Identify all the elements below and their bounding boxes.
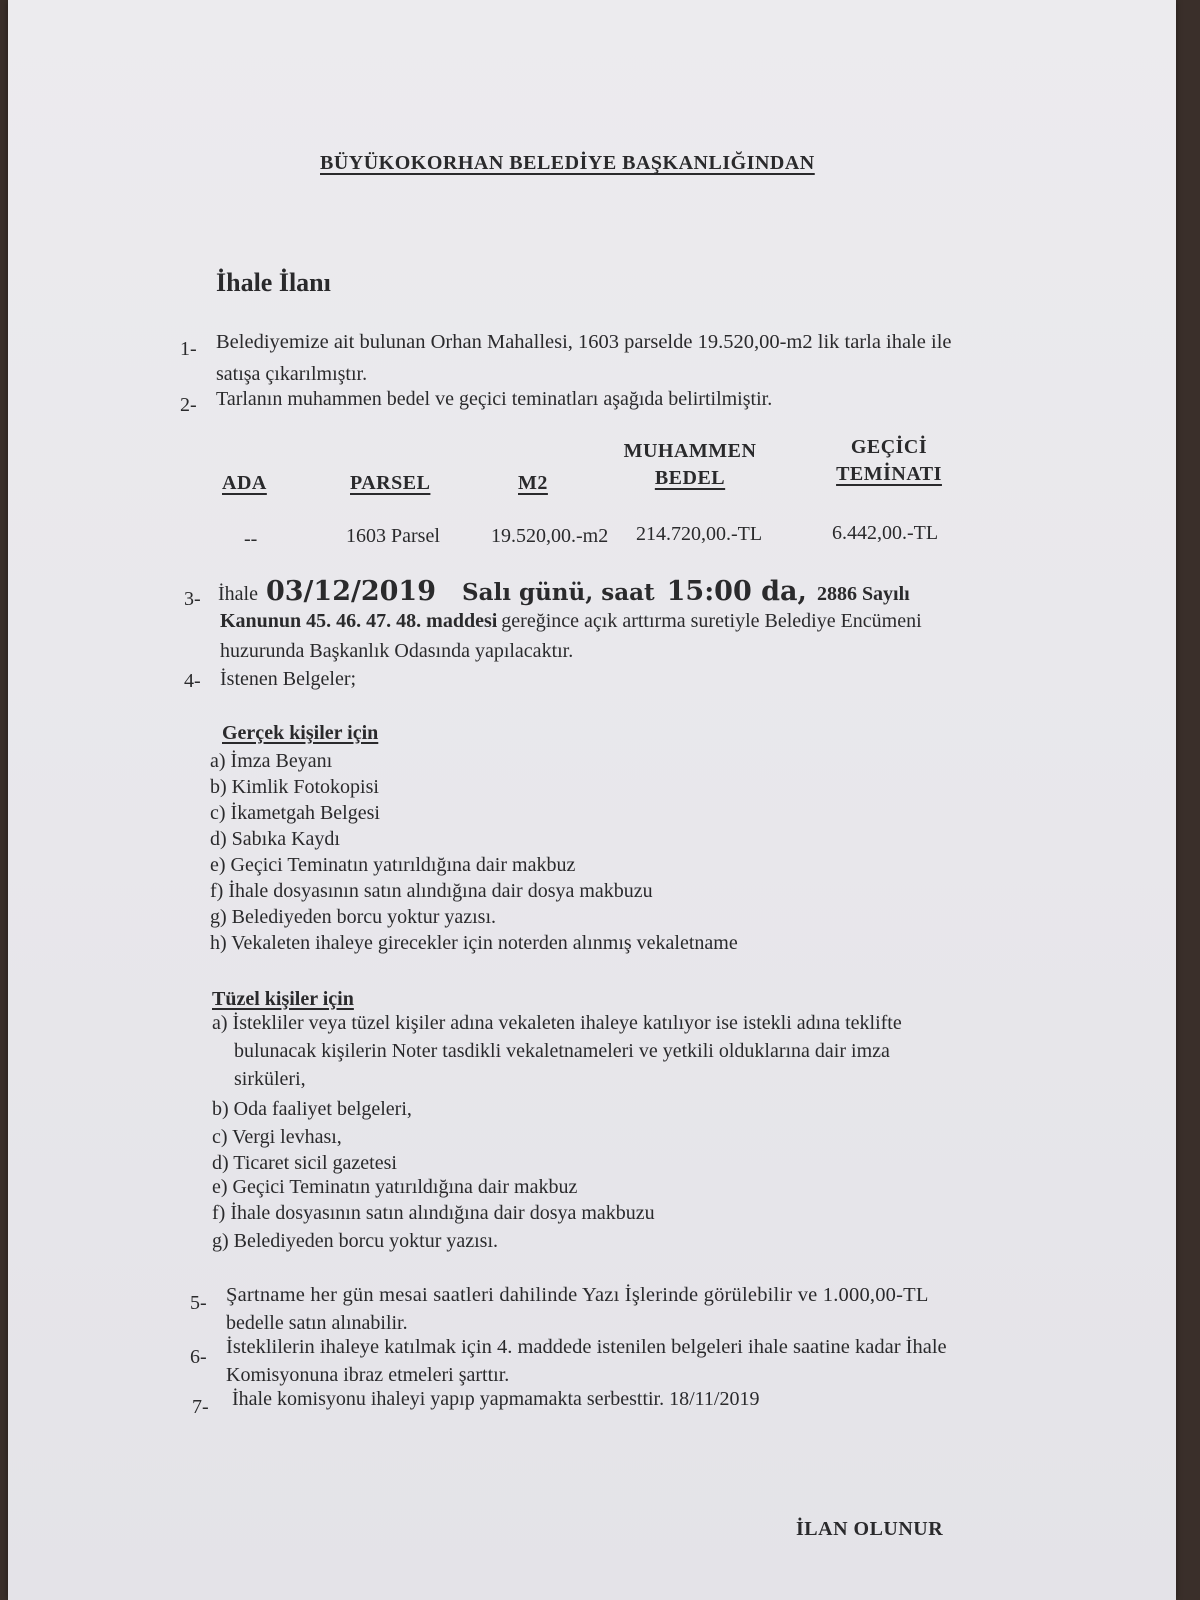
item-3-day: Salı günü, saat xyxy=(462,579,655,606)
item-3-time: 15:00 da, xyxy=(666,576,807,607)
gercek-item-g: g) Belediyeden borcu yoktur yazısı. xyxy=(210,906,497,928)
item-1-number: 1- xyxy=(180,338,197,360)
item-7-number: 7- xyxy=(192,1396,209,1418)
gercek-item-b: b) Kimlik Fotokopisi xyxy=(210,776,379,798)
item-2-number: 2- xyxy=(180,394,197,416)
document-page xyxy=(8,0,1176,1600)
item-6-line-1: İsteklilerin ihaleye katılmak için 4. maddede istenilen belgeleri ihale saatine kadar İhale xyxy=(226,1336,947,1358)
item-3-date: 03/12/2019 xyxy=(265,576,436,607)
item-3-line-3: huzurunda Başkanlık Odasında yapılacaktır. xyxy=(220,640,574,662)
gercek-item-c: c) İkametgah Belgesi xyxy=(210,802,380,824)
gercek-item-a: a) İmza Beyanı xyxy=(210,750,333,772)
item-5-number: 5- xyxy=(190,1292,207,1314)
table-header-bedel-top: MUHAMMEN xyxy=(623,440,757,462)
document-footer: İLAN OLUNUR xyxy=(796,1518,944,1540)
document-title: İhale İlanı xyxy=(216,268,331,297)
table-cell-m2: 19.520,00.-m2 xyxy=(491,525,609,547)
gercek-item-f: f) İhale dosyasının satın alındığına dair dosya makbuzu xyxy=(210,880,653,902)
tuzel-item-d: d) Ticaret sicil gazetesi xyxy=(212,1152,397,1174)
table-header-parsel-text: PARSEL xyxy=(350,472,431,494)
item-3-line-1 xyxy=(218,576,910,607)
gercek-item-e: e) Geçici Teminatın yatırıldığına dair makbuz xyxy=(210,854,576,876)
item-6-number: 6- xyxy=(190,1346,207,1368)
item-3-law-line: Kanunun 45. 46. 47. 48. maddesi xyxy=(220,610,498,632)
table-header-teminat-top: GEÇİCİ xyxy=(850,436,928,458)
table-header-teminat xyxy=(814,436,964,486)
item-3-line-2-rest: gereğince açık arttırma suretiyle Belediye Encümeni xyxy=(501,610,922,632)
tuzel-item-c: c) Vergi levhası, xyxy=(212,1126,342,1148)
gercek-item-d: d) Sabıka Kaydı xyxy=(210,828,340,850)
document-header: BÜYÜKOKORHAN BELEDİYE BAŞKANLIĞINDAN xyxy=(320,152,815,174)
item-3-number: 3- xyxy=(184,588,201,610)
item-7-line-1: İhale komisyonu ihaleyi yapıp yapmamakta serbesttir. 18/11/2019 xyxy=(232,1388,760,1410)
tuzel-item-e: e) Geçici Teminatın yatırıldığına dair makbuz xyxy=(212,1176,578,1198)
table-header-m2-text: M2 xyxy=(518,472,548,494)
tuzel-item-a-line-1: a) İstekliler veya tüzel kişiler adına vekaleten ihaleye katılıyor ise istekli adına teklifte xyxy=(212,1012,902,1034)
tuzel-item-g: g) Belediyeden borcu yoktur yazısı. xyxy=(212,1230,499,1252)
tuzel-kisiler-title: Tüzel kişiler için xyxy=(212,988,354,1010)
item-5-line-1: Şartname her gün mesai saatleri dahilinde Yazı İşlerinde görülebilir ve 1.000,00-TL xyxy=(226,1284,929,1306)
item-1-line-2: satışa çıkarılmıştır. xyxy=(216,363,368,385)
table-header-parsel xyxy=(350,472,430,495)
table-header-ada-text: ADA xyxy=(222,472,267,494)
item-5-line-2: bedelle satın alınabilir. xyxy=(226,1312,408,1334)
item-3-law-number: 2886 Sayılı xyxy=(816,583,910,605)
item-4-line-1: İstenen Belgeler; xyxy=(220,668,357,690)
item-3-line-2 xyxy=(220,610,922,633)
item-6-line-2: Komisyonuna ibraz etmeleri şarttır. xyxy=(226,1364,510,1386)
item-4-number: 4- xyxy=(184,670,201,692)
gercek-item-h: h) Vekaleten ihaleye girecekler için noterden alınmış vekaletname xyxy=(210,932,738,954)
item-3-ihale: İhale xyxy=(218,583,258,605)
item-2-line-1: Tarlanın muhammen bedel ve geçici teminatları aşağıda belirtilmiştir. xyxy=(216,388,773,410)
item-1-line-1: Belediyemize ait bulunan Orhan Mahallesi, 1603 parselde 19.520,00-m2 lik tarla ihale ile xyxy=(216,331,952,353)
table-cell-parsel: 1603 Parsel xyxy=(346,525,440,547)
tuzel-item-f: f) İhale dosyasının satın alındığına dair dosya makbuzu xyxy=(212,1202,655,1224)
table-header-bedel-bottom: BEDEL xyxy=(654,467,726,489)
tuzel-item-a-line-2: bulunacak kişilerin Noter tasdikli vekaletnameleri ve yetkili olduklarına dair imza xyxy=(234,1040,890,1062)
table-cell-bedel: 214.720,00.-TL xyxy=(636,523,763,545)
table-cell-teminat: 6.442,00.-TL xyxy=(832,522,939,544)
table-header-m2 xyxy=(518,472,548,495)
table-cell-ada: -- xyxy=(244,528,258,550)
tuzel-item-b: b) Oda faaliyet belgeleri, xyxy=(212,1098,412,1120)
tuzel-item-a-line-3: sirküleri, xyxy=(234,1068,306,1090)
table-header-ada xyxy=(222,472,267,495)
table-header-teminat-bottom: TEMİNATI xyxy=(836,463,942,485)
table-header-bedel xyxy=(612,440,768,490)
gercek-kisiler-title: Gerçek kişiler için xyxy=(222,722,379,744)
